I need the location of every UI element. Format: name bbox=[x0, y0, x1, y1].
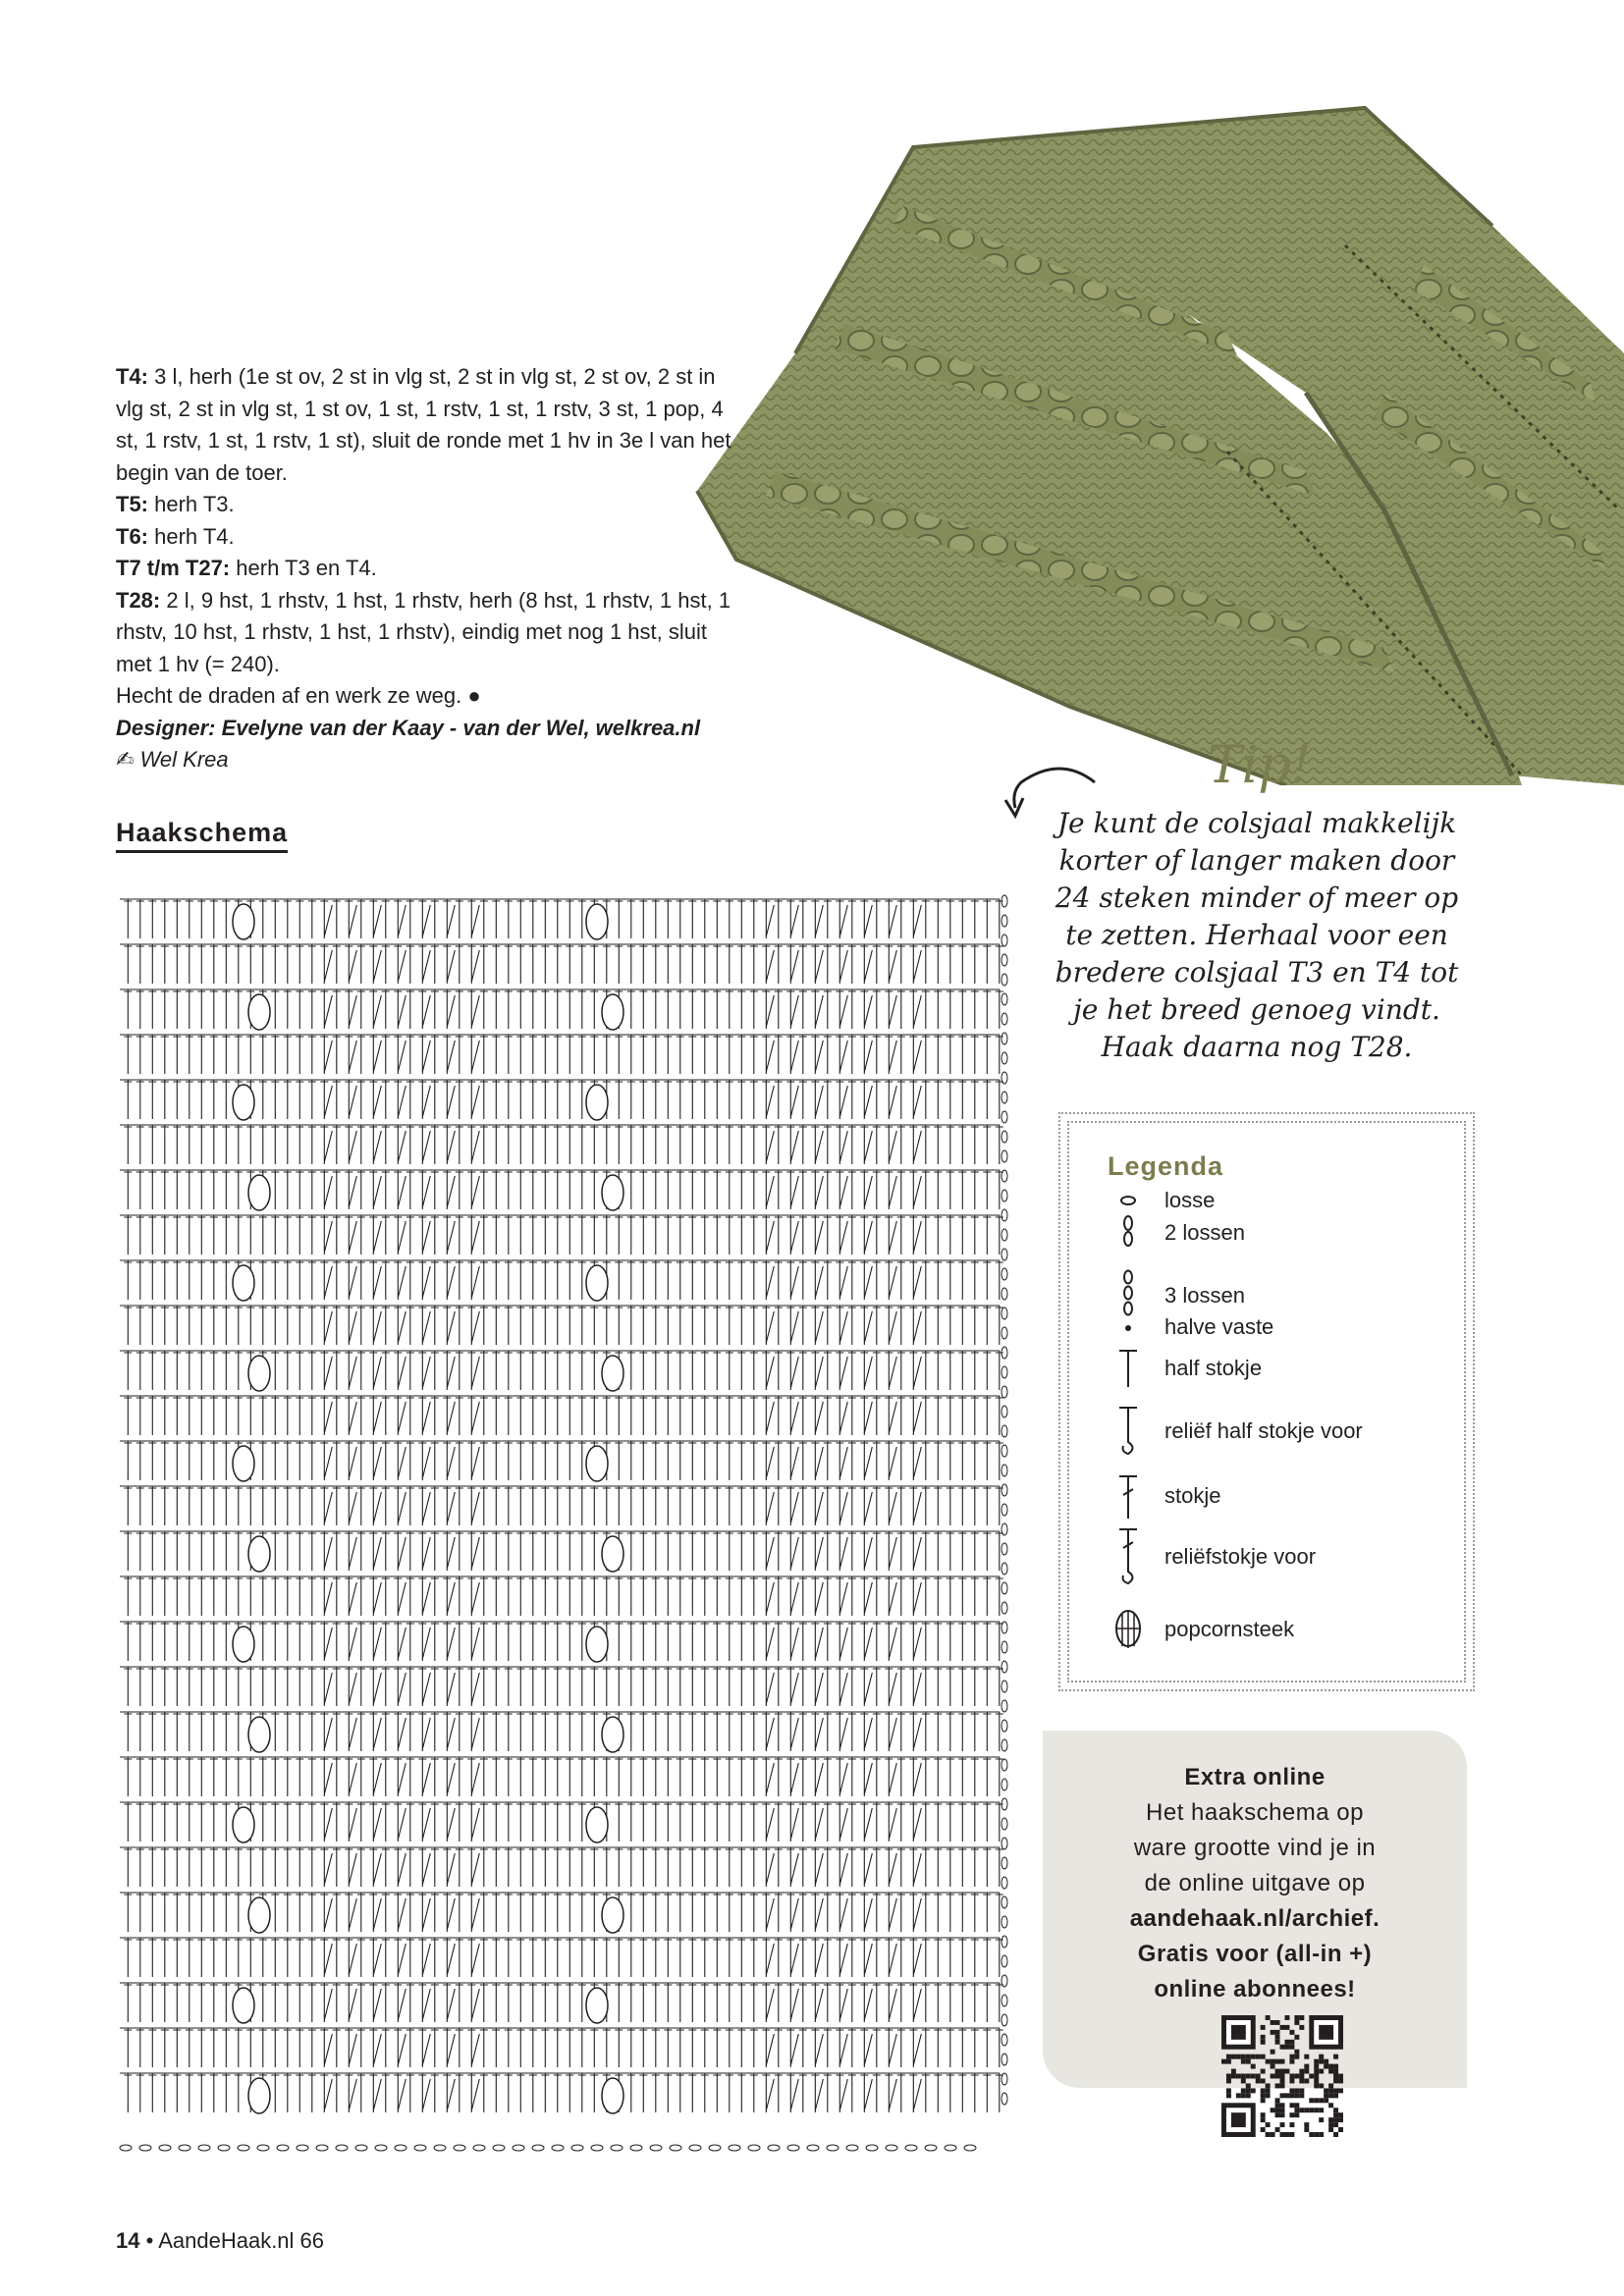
front-post-double-icon bbox=[1113, 1526, 1143, 1585]
chain-icon bbox=[1113, 1193, 1143, 1208]
page-number: 14 bbox=[116, 2228, 140, 2253]
popcorn-stitch-mark bbox=[602, 1356, 623, 1391]
popcorn-stitch-mark bbox=[233, 904, 254, 939]
two-chains-icon bbox=[1113, 1214, 1143, 1248]
extra-bold-line: online abonnees! bbox=[1154, 1976, 1356, 2002]
archive-link[interactable]: aandehaak.nl/archief bbox=[1129, 1905, 1374, 1932]
extra-online-text bbox=[1043, 1760, 1467, 2007]
row-label: T4: bbox=[116, 364, 148, 389]
legend-label: 2 lossen bbox=[1164, 1220, 1245, 1245]
popcorn-stitch-mark bbox=[248, 2078, 270, 2113]
footer-bullet: • bbox=[145, 2228, 154, 2253]
tip-title: Tip! bbox=[1208, 736, 1312, 795]
double-crochet-icon bbox=[1113, 1473, 1143, 1521]
tip-text: Je kunt de colsjaal makkelijk korter of langer maken door 24 steken minder of meer op te zetten. Herhaal voor een bredere colsjaal T3 en T4 tot je het breed genoeg vindt. Haak daarna nog T28. bbox=[1055, 807, 1459, 1063]
popcorn-stitch-mark bbox=[586, 904, 608, 939]
popcorn-stitch-mark bbox=[248, 994, 270, 1030]
qr-code-icon[interactable] bbox=[1221, 2015, 1343, 2137]
popcorn-stitch-mark bbox=[586, 1627, 608, 1662]
finish-text: Hecht de draden af en werk ze weg. bbox=[116, 683, 462, 708]
extra-bold-line: Gratis voor (all-in +) bbox=[1137, 1941, 1373, 1967]
front-post-half-double-icon bbox=[1113, 1405, 1143, 1456]
end-dot-icon: ● bbox=[467, 683, 481, 708]
popcorn-stitch-mark bbox=[233, 1627, 254, 1662]
three-chains-icon bbox=[1113, 1269, 1143, 1316]
row-t28 bbox=[116, 585, 744, 681]
link-period: . bbox=[1373, 1905, 1380, 1932]
popcorn-stitch-mark bbox=[233, 1446, 254, 1481]
popcorn-stitch-mark bbox=[602, 1536, 623, 1572]
popcorn-stitch-mark bbox=[586, 1085, 608, 1120]
crochet-chart bbox=[116, 881, 1011, 2154]
popcorn-stitch-mark bbox=[248, 1536, 270, 1572]
chart-heading: Haakschema bbox=[116, 818, 288, 853]
row-label: T5: bbox=[116, 492, 148, 516]
publication-name: AandeHaak.nl 66 bbox=[158, 2228, 325, 2253]
legend-label: reliëf half stokje voor bbox=[1164, 1418, 1363, 1443]
row-text: herh T4. bbox=[154, 523, 235, 549]
popcorn-stitch-mark bbox=[233, 1807, 254, 1842]
finish-line bbox=[116, 680, 744, 713]
row-text: herh T3. bbox=[154, 492, 235, 516]
popcorn-stitch-mark bbox=[602, 994, 623, 1030]
popcorn-stitch-mark bbox=[248, 1356, 270, 1391]
scarf-photo bbox=[677, 98, 1624, 785]
legend-label: stokje bbox=[1164, 1483, 1221, 1508]
row-t4 bbox=[116, 361, 744, 489]
row-text: 2 l, 9 hst, 1 rhstv, 1 hst, 1 rhstv, herh (8 hst, 1 rhstv, 1 hst, 1 rhstv, 10 hst, 1 rhstv, 1 hst, 1 rhstv), eindig met nog 1 hst, sluit met 1 hv (= 240). bbox=[116, 587, 731, 676]
legend-title: Legenda bbox=[1108, 1151, 1224, 1181]
popcorn-stitch-mark bbox=[602, 1897, 623, 1933]
half-double-icon bbox=[1113, 1348, 1143, 1389]
hand-icon: ✍ bbox=[116, 747, 135, 772]
row-text: 3 l, herh (1e st ov, 2 st in vlg st, 2 st in vlg st, 2 st ov, 2 st in vlg st, 2 st in vlg st, 1 st ov, 1 st, 1 rstv, 1 st, 1 rstv, 3 st, 1 pop, 4 st, 1 rstv, 1 st, 1 rstv, 1 st), sluit de ronde met 1 hv in 3e l van het begin van de toer. bbox=[116, 364, 731, 485]
instructions-block bbox=[116, 361, 744, 776]
popcorn-stitch-mark bbox=[602, 1717, 623, 1752]
legend-box bbox=[1058, 1112, 1475, 1691]
extra-line: de online uitgave op bbox=[1144, 1870, 1366, 1896]
row-label: T28: bbox=[116, 587, 161, 613]
legend-label: reliëfstokje voor bbox=[1164, 1544, 1317, 1569]
page-footer bbox=[116, 2228, 324, 2254]
legend-label: half stokje bbox=[1164, 1356, 1263, 1380]
popcorn-stitch-mark bbox=[248, 1897, 270, 1933]
row-text: herh T3 en T4. bbox=[236, 556, 377, 580]
popcorn-stitch-mark bbox=[233, 1988, 254, 2023]
row-t7-t27 bbox=[116, 553, 744, 585]
row-label: T6: bbox=[116, 523, 148, 549]
popcorn-stitch-mark bbox=[602, 2078, 623, 2113]
popcorn-stitch-mark bbox=[248, 1175, 270, 1210]
row-t5 bbox=[116, 489, 744, 521]
legend-label: losse bbox=[1164, 1188, 1216, 1212]
popcorn-stitch-mark bbox=[233, 1265, 254, 1301]
legend-label: 3 lossen bbox=[1164, 1283, 1245, 1308]
extra-online-panel bbox=[1043, 1731, 1467, 2088]
designer-credit: Designer: Evelyne van der Kaay - van der Wel, welkrea.nl bbox=[116, 715, 701, 740]
popcorn-stitch-mark bbox=[586, 1807, 608, 1842]
social-handle bbox=[116, 744, 744, 776]
extra-line: Het haakschema op bbox=[1146, 1799, 1364, 1826]
slip-stitch-icon bbox=[1113, 1322, 1143, 1334]
popcorn-icon bbox=[1113, 1603, 1143, 1652]
row-label: T7 t/m T27: bbox=[116, 556, 231, 580]
popcorn-stitch-mark bbox=[233, 1085, 254, 1120]
popcorn-stitch-mark bbox=[586, 1988, 608, 2023]
popcorn-stitch-mark bbox=[586, 1446, 608, 1481]
legend-label: halve vaste bbox=[1164, 1314, 1274, 1339]
popcorn-stitch-mark bbox=[248, 1717, 270, 1752]
social-name[interactable]: Wel Krea bbox=[139, 747, 229, 772]
legend-label: popcornsteek bbox=[1164, 1617, 1295, 1641]
popcorn-stitch-mark bbox=[586, 1265, 608, 1301]
popcorn-stitch-mark bbox=[602, 1175, 623, 1210]
extra-line: ware grootte vind je in bbox=[1133, 1835, 1377, 1861]
extra-title: Extra online bbox=[1184, 1764, 1326, 1790]
row-t6 bbox=[116, 521, 744, 554]
